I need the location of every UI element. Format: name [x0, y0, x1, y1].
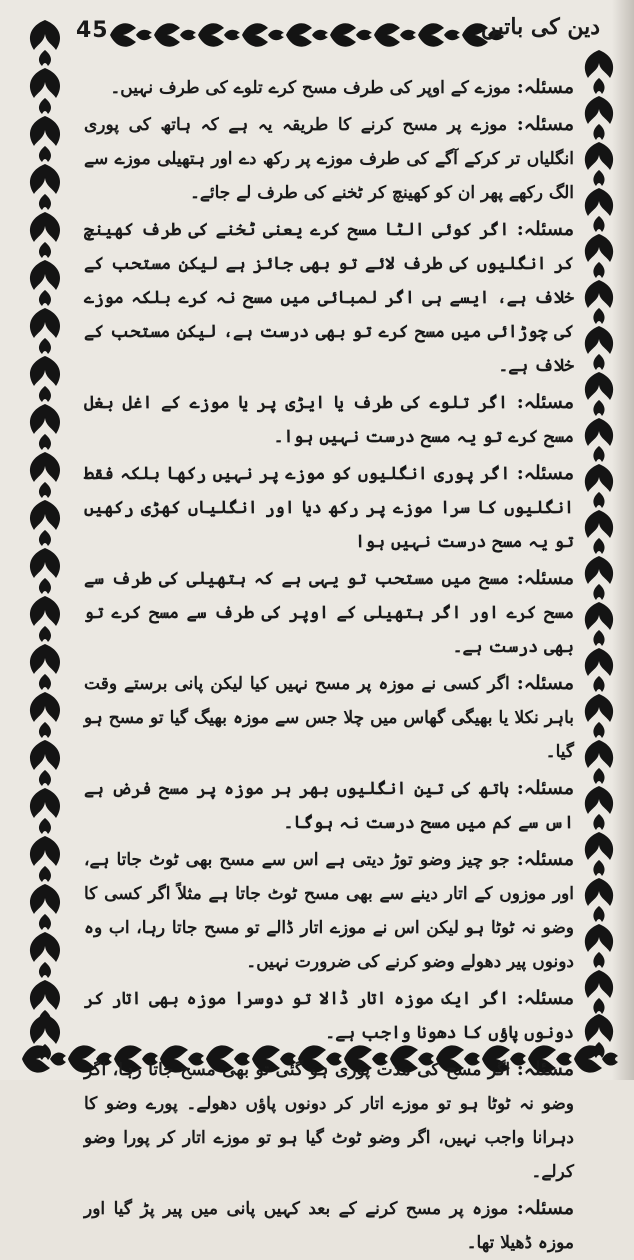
right-floral-border-icon	[578, 50, 620, 1060]
masala-text: ہاتھ کی تین انگلیوں بھر ہر موزہ پر مسح فرض ہے اس سے کم میں مسح درست نہ ہوگا۔	[84, 779, 574, 833]
masala-text: موزے کے اوپر کی طرف مسح کرے تلوے کی طرف نہیں۔	[110, 78, 511, 98]
masala-text: موزے پر مسح کرنے کا طریقہ یہ ہے کہ ہاتھ کی پوری انگلیاں تر کرکے آگے کی طرف موزے پر رکھ دے اور ہتھیلی موزے سے الگ رکھے پھر ان کو کھینچ کر ٹخنے کی طرف لے جائے۔	[84, 115, 574, 203]
masala-paragraph	[84, 456, 574, 559]
masala-paragraph	[84, 771, 574, 840]
masala-paragraph	[84, 70, 574, 105]
masala-text: جو چیز وضو توڑ دیتی ہے اس سے مسح بھی ٹوٹ جاتا ہے، اور موزوں کے اتار دینے سے بھی مسح ٹوٹ جاتا ہے مثلاً اگر کسی کا وضو نہ ٹوٹا ہو لیکن اس نے موزے اتار ڈالے تو مسح جاتا رہا، اب وہ دونوں پیر دھولے وضو کرنے کی ضرورت نہیں۔	[84, 850, 574, 972]
masala-paragraph	[84, 1052, 574, 1189]
masala-text: اگر تلوے کی طرف یا ایڑی پر یا موزے کے اغل بغل مسح کرے تو یہ مسح درست نہیں ہوا۔	[84, 393, 574, 447]
masala-label: مسئلہ:	[516, 672, 574, 694]
masala-paragraph	[84, 981, 574, 1050]
masala-label: مسئلہ:	[516, 462, 574, 484]
masala-text: اگر کوئی الٹا مسح کرے یعنی ٹخنے کی طرف کھینچ کر انگلیوں کی طرف لائے تو بھی جائز ہے لیکن مستحب کے خلاف ہے، ایسے ہی اگر لمبائی میں مسح نہ کرے بلکہ موزے کی چوڑائی میں مسح کرے تو بھی درست ہے، لیکن مستحب کے خلاف ہے۔	[84, 220, 574, 376]
page-header	[56, 10, 606, 50]
masala-paragraph	[84, 666, 574, 769]
masala-label: مسئلہ:	[516, 391, 574, 413]
masala-text: اگر ایک موزہ اتار ڈالا تو دوسرا موزہ بھی اتار کر دونوں پاؤں کا دھونا واجب ہے۔	[84, 989, 574, 1043]
masala-text: اگر کسی نے موزہ پر مسح نہیں کیا لیکن پانی برستے وقت باہر نکلا یا بھیگی گھاس میں چلا جس سے موزہ بھیگ گیا تو مسح ہو گیا۔	[84, 674, 574, 762]
masala-paragraph	[84, 212, 574, 383]
masala-paragraph	[84, 385, 574, 454]
left-floral-border-icon	[22, 20, 68, 1060]
masala-text: مسح میں مستحب تو یہی ہے کہ ہتھیلی کی طرف سے مسح کرے اور اگر ہتھیلی کے اوپر کی طرف سے مسح کرے تو بھی درست ہے۔	[84, 569, 574, 657]
masala-paragraph	[84, 107, 574, 210]
masala-label: مسئلہ:	[516, 113, 574, 135]
running-title: دین کی باتیں	[480, 14, 600, 40]
page-number: 45	[76, 18, 109, 43]
masala-label: مسئلہ:	[516, 218, 574, 240]
masala-paragraph	[84, 561, 574, 664]
masala-text: موزہ پر مسح کرنے کے بعد کہیں پانی میں پیر پڑ گیا اور موزہ ڈھیلا تھا۔	[84, 1199, 574, 1253]
masala-paragraph	[84, 842, 574, 979]
page-body	[84, 70, 575, 1253]
masala-paragraph	[84, 1191, 574, 1260]
masala-text: اگر پوری انگلیوں کو موزے پر نہیں رکھا بلکہ فقط انگلیوں کا سرا موزے پر رکھ دیا اور انگلیاں کھڑی رکھیں تو یہ مسح درست نہیں ہوا	[84, 464, 574, 552]
masala-label: مسئلہ:	[516, 1197, 574, 1219]
masala-label: مسئلہ:	[516, 777, 575, 799]
masala-text: اگر مسح کی مدت پوری ہو گئی تو بھی مسح جاتا رہا، اگر وضو نہ ٹوٹا ہو تو موزے اتار کر دونوں پاؤں دھولے۔ پورے وضو کا دہرانا واجب نہیں، اگر وضو ٹوٹ گیا ہو تو موزے اتار کر پورا وضو کرلے۔	[84, 1060, 574, 1182]
masala-label: مسئلہ:	[516, 76, 574, 98]
masala-label: مسئلہ:	[516, 987, 575, 1009]
masala-label: مسئلہ:	[516, 1058, 574, 1080]
masala-label: مسئلہ:	[516, 567, 575, 589]
masala-label: مسئلہ:	[516, 848, 574, 870]
